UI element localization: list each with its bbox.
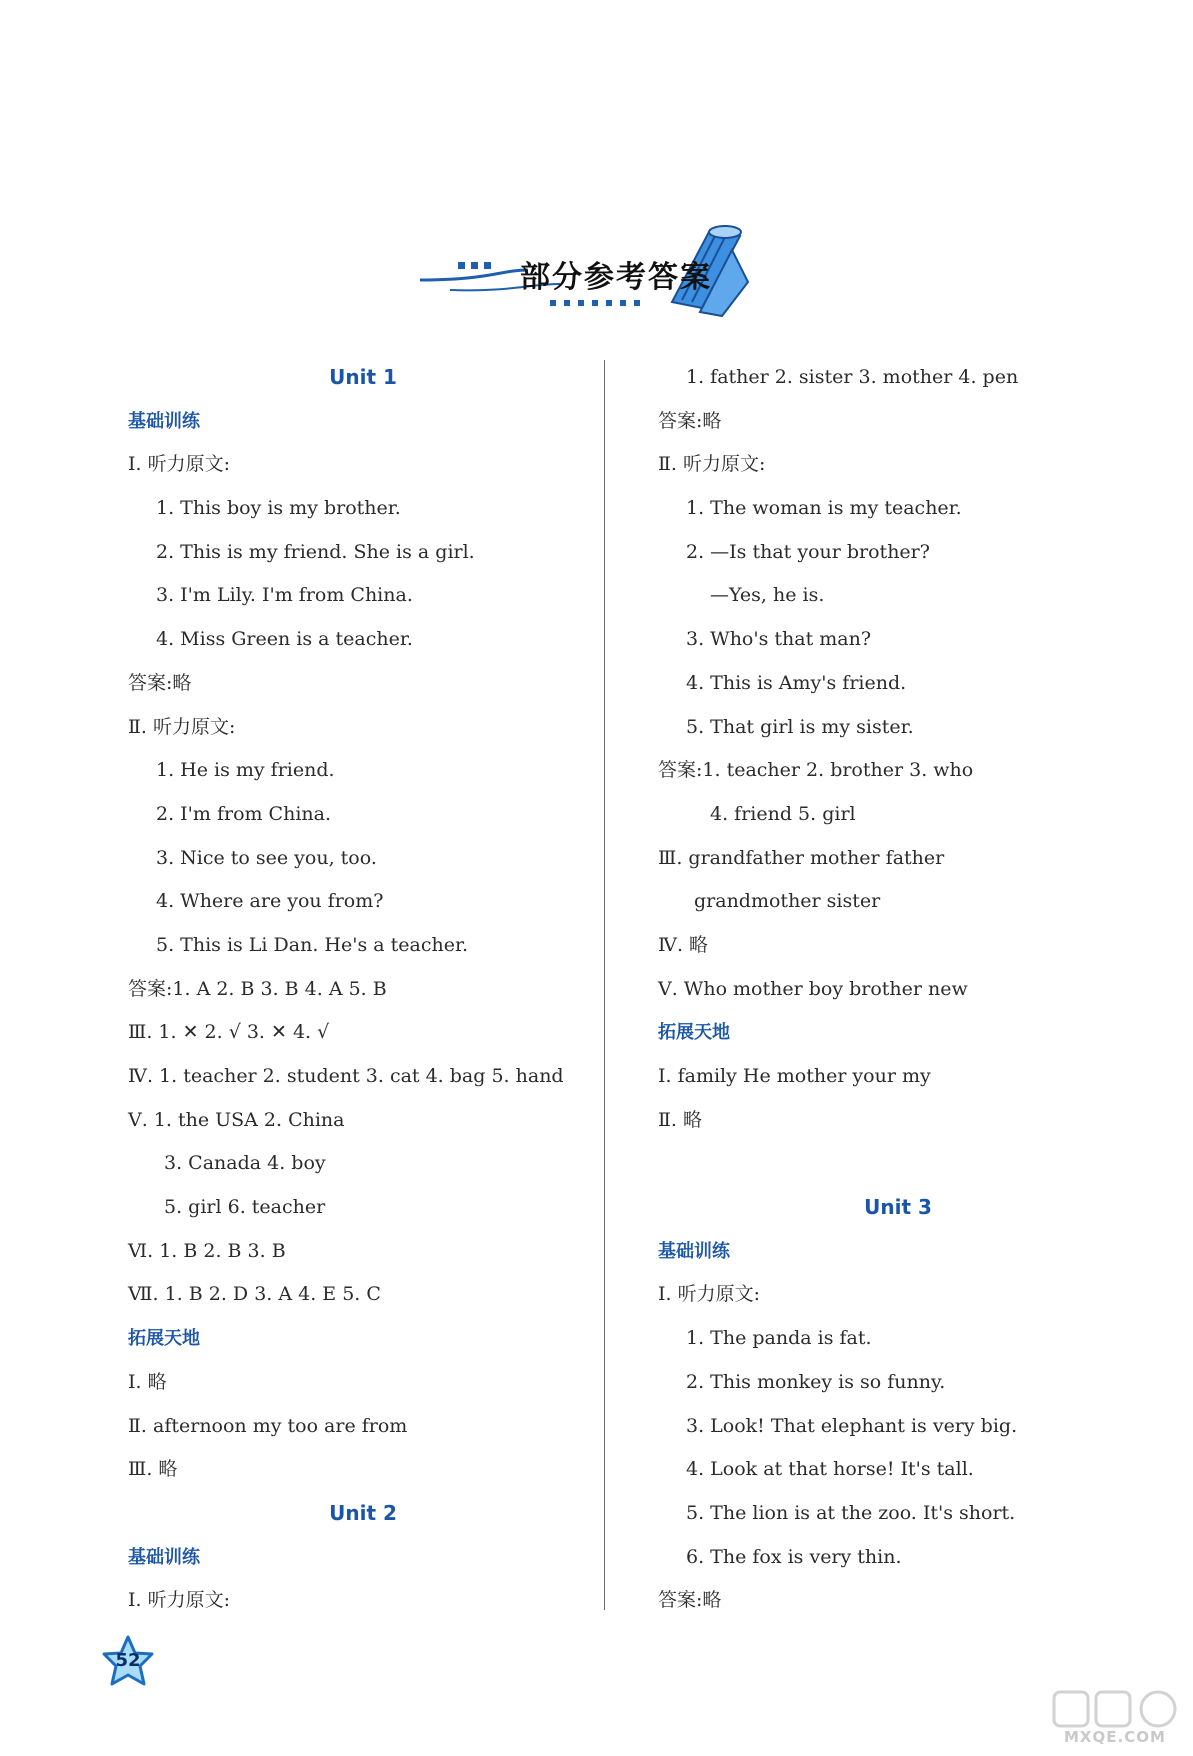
text-line: Ⅰ. 听力原文: xyxy=(658,1283,760,1306)
text-line: 3. I'm Lily. I'm from China. xyxy=(156,584,413,607)
text-line: Unit 1 xyxy=(329,365,397,389)
text-line: 答案:1. teacher 2. brother 3. who xyxy=(658,759,974,782)
column-divider xyxy=(604,360,605,1610)
text-line: 3. Look! That elephant is very big. xyxy=(686,1414,1018,1437)
text-line: Ⅰ. 听力原文: xyxy=(128,453,230,476)
text-line: 4. Miss Green is a teacher. xyxy=(156,628,413,651)
page-number: 52 xyxy=(115,1650,141,1671)
text-line: 拓展天地 xyxy=(658,1022,730,1044)
text-line: Ⅳ. 1. teacher 2. student 3. cat 4. bag 5. hand xyxy=(128,1065,564,1087)
text-line: 4. Look at that horse! It's tall. xyxy=(686,1458,974,1481)
text-line: 2. —Is that your brother? xyxy=(686,540,930,563)
text-line: Ⅴ. Who mother boy brother new xyxy=(658,977,968,1000)
text-line: 1. This boy is my brother. xyxy=(156,497,401,520)
text-line: Ⅱ. 略 xyxy=(658,1108,702,1131)
header-banner xyxy=(410,222,790,322)
text-line: 2. This is my friend. She is a girl. xyxy=(156,540,475,563)
text-line: 2. I'm from China. xyxy=(156,802,332,825)
text-line: Ⅱ. 听力原文: xyxy=(128,715,236,738)
text-line: 答案:略 xyxy=(658,1589,722,1612)
text-line: Ⅱ. 听力原文: xyxy=(658,453,766,476)
text-line: 5. This is Li Dan. He's a teacher. xyxy=(156,933,468,956)
right-column xyxy=(658,356,1138,1623)
text-line: Ⅵ. 1. B 2. B 3. B xyxy=(128,1239,286,1262)
text-line: 1. The woman is my teacher. xyxy=(686,497,962,520)
text-line: Unit 3 xyxy=(864,1195,932,1220)
text-line: 答案:1. A 2. B 3. B 4. A 5. B xyxy=(128,977,387,1000)
text-line: grandmother sister xyxy=(694,890,881,913)
text-line: Unit 2 xyxy=(329,1500,397,1525)
watermark-text: MXQE.COM xyxy=(1064,1728,1166,1746)
text-line: 1. He is my friend. xyxy=(156,759,335,782)
text-line: 1. The panda is fat. xyxy=(686,1327,872,1350)
text-line: 3. Canada 4. boy xyxy=(164,1152,326,1175)
text-line: Ⅰ. family He mother your my xyxy=(658,1065,931,1087)
text-line: Ⅲ. grandfather mother father xyxy=(658,846,945,869)
text-line: 4. This is Amy's friend. xyxy=(686,671,907,694)
text-line: 5. girl 6. teacher xyxy=(164,1196,326,1219)
text-line: 答案:略 xyxy=(128,671,192,694)
page-title: 部分参考答案 xyxy=(520,260,712,295)
text-line: Ⅲ. 1. ✕ 2. √ 3. ✕ 4. √ xyxy=(128,1021,330,1044)
page-number-badge xyxy=(100,1634,156,1690)
text-line: 基础训练 xyxy=(658,1240,730,1262)
text-line: 基础训练 xyxy=(128,1546,200,1568)
text-line: 3. Nice to see you, too. xyxy=(156,846,377,869)
text-line: 3. Who's that man? xyxy=(686,628,872,651)
text-line: 1. father 2. sister 3. mother 4. pen xyxy=(686,366,1019,388)
text-line: 5. That girl is my sister. xyxy=(686,715,914,738)
text-line: 基础训练 xyxy=(128,410,200,432)
text-line: Ⅴ. 1. the USA 2. China xyxy=(128,1108,345,1131)
text-line xyxy=(658,1142,1138,1186)
text-line: 拓展天地 xyxy=(128,1328,200,1350)
left-column xyxy=(128,356,598,1623)
text-line: 4. friend 5. girl xyxy=(710,802,856,825)
watermark-logo-icon xyxy=(1050,1688,1180,1732)
text-line: Ⅰ. 听力原文: xyxy=(128,1589,230,1612)
text-line: 答案:略 xyxy=(658,409,722,432)
text-line: 4. Where are you from? xyxy=(156,890,384,913)
text-line: Ⅳ. 略 xyxy=(658,933,709,956)
text-line: 5. The lion is at the zoo. It's short. xyxy=(686,1501,1016,1524)
text-line: Ⅱ. afternoon my too are from xyxy=(128,1414,408,1437)
text-line: Ⅶ. 1. B 2. D 3. A 4. E 5. C xyxy=(128,1283,381,1306)
text-line: Ⅲ. 略 xyxy=(128,1458,178,1481)
text-line: 2. This monkey is so funny. xyxy=(686,1370,946,1393)
text-line: —Yes, he is. xyxy=(710,584,825,607)
text-line: Ⅰ. 略 xyxy=(128,1370,167,1393)
text-line: 6. The fox is very thin. xyxy=(686,1545,902,1568)
